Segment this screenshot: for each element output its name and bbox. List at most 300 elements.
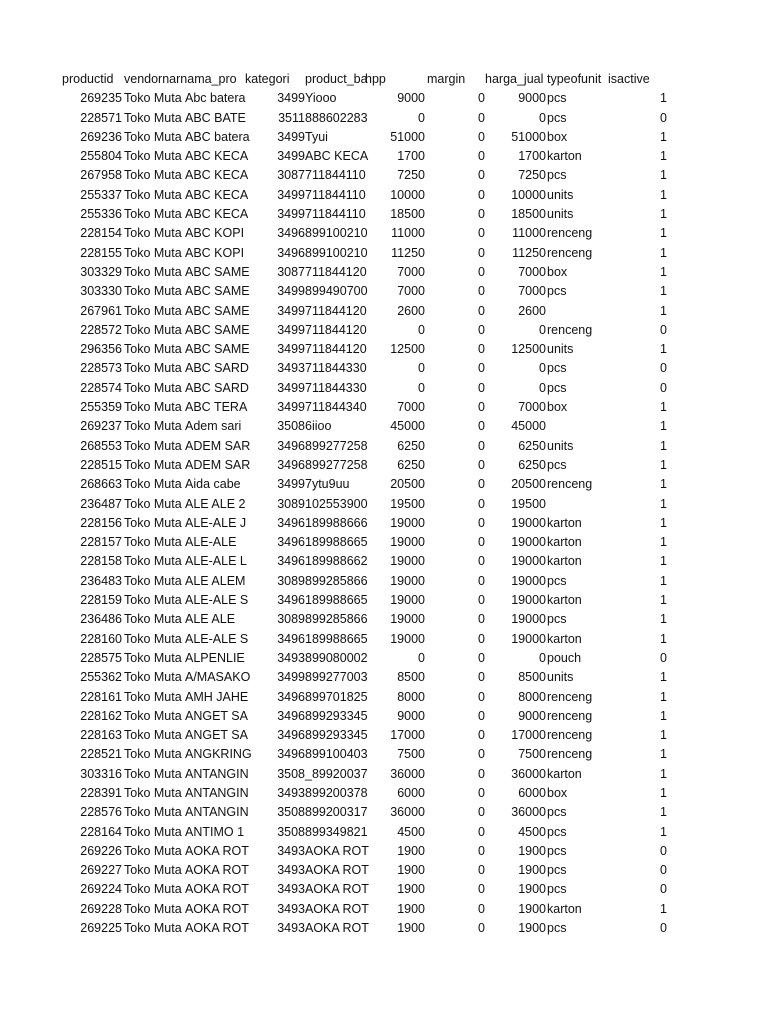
- cell-typeofunit: pcs: [547, 805, 567, 820]
- cell-typeofunit: pcs: [547, 573, 567, 588]
- cell-margin: 0: [478, 303, 485, 318]
- cell-isactive: 1: [660, 766, 667, 781]
- cell-nama-produk: ANGET SA: [185, 728, 248, 743]
- cell-harga-jual: 36000: [511, 766, 546, 781]
- cell-kategori: 3493: [277, 882, 305, 897]
- cell-hpp: 19000: [390, 554, 425, 569]
- cell-hpp: 2600: [397, 303, 425, 318]
- cell-nama-produk: ALE-ALE S: [185, 593, 249, 608]
- cell-vendorname: Toko Muta: [124, 824, 182, 839]
- cell-vendorname: Toko Muta: [124, 515, 182, 530]
- cell-vendorname: Toko Muta: [124, 554, 182, 569]
- cell-margin: 0: [478, 284, 485, 299]
- cell-kategori: 3493: [277, 361, 305, 376]
- cell-isactive: 1: [660, 901, 667, 916]
- cell-product-barcode: 189988665: [305, 593, 368, 608]
- cell-typeofunit: pcs: [547, 91, 567, 106]
- cell-typeofunit: units: [547, 187, 574, 202]
- cell-harga-jual: 6250: [518, 457, 546, 472]
- cell-nama-produk: ALE ALE: [185, 612, 236, 627]
- cell-nama-produk: AOKA ROT: [185, 901, 249, 916]
- cell-nama-produk: ABC SAME: [185, 322, 250, 337]
- cell-isactive: 1: [660, 187, 667, 202]
- cell-kategori: 3499: [277, 380, 305, 395]
- cell-isactive: 1: [660, 747, 667, 762]
- cell-margin: 0: [478, 882, 485, 897]
- header-hpp: hpp: [365, 72, 386, 86]
- cell-product-barcode: 189988665: [305, 535, 368, 550]
- cell-margin: 0: [478, 322, 485, 337]
- cell-kategori: 3087: [277, 264, 305, 279]
- cell-product-barcode: AOKA ROT: [305, 901, 369, 916]
- cell-productid: 236487: [80, 496, 122, 511]
- cell-product-barcode: Yiooo: [305, 91, 337, 106]
- cell-product-barcode: 899701825: [305, 689, 368, 704]
- table-row: [0, 784, 768, 803]
- cell-typeofunit: pcs: [547, 863, 567, 878]
- cell-margin: 0: [478, 766, 485, 781]
- cell-kategori: 3496: [277, 593, 305, 608]
- cell-harga-jual: 1900: [518, 863, 546, 878]
- table-row: [0, 263, 768, 282]
- cell-typeofunit: pcs: [547, 110, 567, 125]
- cell-margin: 0: [478, 670, 485, 685]
- cell-kategori: 3493: [277, 650, 305, 665]
- cell-harga-jual: 1900: [518, 901, 546, 916]
- cell-vendorname: Toko Muta: [124, 342, 182, 357]
- table-row: [0, 128, 768, 147]
- cell-productid: 267958: [80, 168, 122, 183]
- cell-product-barcode: 6iioo: [305, 419, 332, 434]
- cell-margin: 0: [478, 554, 485, 569]
- cell-typeofunit: karton: [547, 766, 582, 781]
- cell-margin: 0: [478, 708, 485, 723]
- table-row: [0, 321, 768, 340]
- cell-hpp: 1900: [397, 921, 425, 936]
- cell-hpp: 36000: [390, 766, 425, 781]
- cell-hpp: 51000: [390, 129, 425, 144]
- cell-product-barcode: 899293345: [305, 728, 368, 743]
- cell-hpp: 19000: [390, 573, 425, 588]
- cell-vendorname: Toko Muta: [124, 438, 182, 453]
- cell-nama-produk: ALE-ALE L: [185, 554, 247, 569]
- cell-hpp: 45000: [390, 419, 425, 434]
- cell-typeofunit: units: [547, 670, 574, 685]
- cell-margin: 0: [478, 168, 485, 183]
- cell-productid: 228164: [80, 824, 122, 839]
- cell-typeofunit: karton: [547, 554, 582, 569]
- cell-isactive: 1: [660, 303, 667, 318]
- cell-isactive: 1: [660, 342, 667, 357]
- cell-product-barcode: 899200378: [305, 785, 368, 800]
- cell-isactive: 1: [660, 207, 667, 222]
- cell-isactive: 0: [660, 110, 667, 125]
- cell-kategori: 3493: [277, 785, 305, 800]
- cell-nama-produk: ADEM SAR: [185, 457, 251, 472]
- cell-kategori: 3508: [277, 419, 305, 434]
- cell-kategori: 3089: [277, 612, 305, 627]
- table-row: [0, 456, 768, 475]
- cell-vendorname: Toko Muta: [124, 226, 182, 241]
- cell-productid: 228575: [80, 650, 122, 665]
- cell-product-barcode: 899293345: [305, 708, 368, 723]
- cell-productid: 268663: [80, 477, 122, 492]
- cell-productid: 228572: [80, 322, 122, 337]
- cell-vendorname: Toko Muta: [124, 322, 182, 337]
- cell-isactive: 0: [660, 921, 667, 936]
- cell-hpp: 17000: [390, 728, 425, 743]
- table-row: [0, 533, 768, 552]
- cell-product-barcode: 711844120: [305, 322, 367, 337]
- cell-typeofunit: renceng: [547, 708, 593, 723]
- cell-productid: 269224: [80, 882, 122, 897]
- cell-isactive: 1: [660, 535, 667, 550]
- cell-product-barcode: 711844120: [305, 264, 367, 279]
- cell-typeofunit: pcs: [547, 457, 567, 472]
- cell-isactive: 1: [660, 419, 667, 434]
- cell-harga-jual: 7000: [518, 284, 546, 299]
- header-typeofunit: typeofunit: [547, 72, 602, 86]
- table-row: [0, 861, 768, 880]
- cell-isactive: 1: [660, 689, 667, 704]
- cell-margin: 0: [478, 438, 485, 453]
- cell-product-barcode: Tyui: [305, 129, 328, 144]
- cell-margin: 0: [478, 419, 485, 434]
- cell-nama-produk: A/MASAKO: [185, 670, 251, 685]
- cell-harga-jual: 1900: [518, 921, 546, 936]
- cell-kategori: 3089: [277, 573, 305, 588]
- cell-nama-produk: ALE ALEM: [185, 573, 246, 588]
- table-row: [0, 842, 768, 861]
- cell-harga-jual: 11000: [512, 226, 546, 241]
- cell-harga-jual: 19500: [511, 496, 546, 511]
- cell-vendorname: Toko Muta: [124, 149, 182, 164]
- cell-nama-produk: ABC SAME: [185, 264, 250, 279]
- cell-isactive: 1: [660, 593, 667, 608]
- cell-nama-produk: ABC SAME: [185, 303, 250, 318]
- cell-kategori: 3493: [277, 843, 305, 858]
- cell-productid: 255336: [80, 207, 122, 222]
- cell-typeofunit: pcs: [547, 843, 567, 858]
- cell-nama-produk: ANTANGIN: [185, 805, 249, 820]
- cell-productid: 228156: [80, 515, 122, 530]
- cell-product-barcode: 711844120: [305, 303, 367, 318]
- table-row: [0, 224, 768, 243]
- cell-typeofunit: pcs: [547, 380, 567, 395]
- cell-isactive: 1: [660, 496, 667, 511]
- cell-kategori: 3087: [277, 168, 305, 183]
- cell-nama-produk: ANTANGIN: [185, 766, 249, 781]
- cell-isactive: 1: [660, 785, 667, 800]
- cell-productid: 303330: [80, 284, 122, 299]
- cell-harga-jual: 19000: [511, 612, 546, 627]
- cell-vendorname: Toko Muta: [124, 689, 182, 704]
- table-row: [0, 668, 768, 687]
- cell-margin: 0: [478, 457, 485, 472]
- cell-typeofunit: renceng: [547, 322, 593, 337]
- cell-vendorname: Toko Muta: [124, 882, 182, 897]
- cell-nama-produk: ANTANGIN: [185, 785, 249, 800]
- cell-vendorname: Toko Muta: [124, 187, 182, 202]
- cell-harga-jual: 19000: [511, 554, 546, 569]
- cell-isactive: 0: [660, 361, 667, 376]
- cell-typeofunit: karton: [547, 593, 582, 608]
- cell-hpp: 19000: [390, 593, 425, 608]
- cell-product-barcode: 899080002: [305, 650, 368, 665]
- cell-hpp: 1900: [397, 843, 425, 858]
- cell-nama-produk: ABC KECA: [185, 149, 249, 164]
- cell-isactive: 1: [660, 708, 667, 723]
- table-row: [0, 610, 768, 629]
- cell-hpp: 8500: [397, 670, 425, 685]
- cell-nama-produk: ANGKRING: [185, 747, 252, 762]
- cell-harga-jual: 17000: [511, 728, 546, 743]
- cell-typeofunit: karton: [547, 149, 582, 164]
- cell-hpp: 11000: [391, 226, 425, 241]
- cell-margin: 0: [478, 129, 485, 144]
- cell-kategori: 3496: [277, 515, 305, 530]
- cell-typeofunit: karton: [547, 631, 582, 646]
- cell-productid: 228163: [80, 728, 122, 743]
- cell-product-barcode: AOKA ROT: [305, 882, 369, 897]
- table-row: [0, 552, 768, 571]
- cell-margin: 0: [478, 689, 485, 704]
- header-margin: margin: [427, 72, 466, 86]
- cell-product-barcode: 899100210: [305, 226, 368, 241]
- cell-isactive: 1: [660, 805, 667, 820]
- cell-productid: 267961: [80, 303, 122, 318]
- table-row: [0, 282, 768, 301]
- cell-nama-produk: AOKA ROT: [185, 882, 249, 897]
- cell-isactive: 0: [660, 650, 667, 665]
- cell-typeofunit: renceng: [547, 245, 593, 260]
- cell-product-barcode: 899100210: [305, 245, 368, 260]
- cell-harga-jual: 51000: [511, 129, 546, 144]
- cell-kategori: 3496: [277, 535, 305, 550]
- cell-product-barcode: 189988665: [305, 631, 368, 646]
- table-row: [0, 880, 768, 899]
- cell-vendorname: Toko Muta: [124, 785, 182, 800]
- cell-margin: 0: [478, 245, 485, 260]
- cell-typeofunit: renceng: [547, 477, 593, 492]
- cell-product-barcode: 102553900: [305, 496, 368, 511]
- cell-hpp: 36000: [390, 805, 425, 820]
- cell-product-barcode: ABC KECA: [305, 149, 369, 164]
- cell-hpp: 19000: [390, 612, 425, 627]
- cell-kategori: 3499: [277, 303, 305, 318]
- cell-isactive: 1: [660, 284, 667, 299]
- cell-margin: 0: [478, 921, 485, 936]
- header-isactive: isactive: [608, 72, 650, 86]
- cell-productid: 255359: [80, 400, 122, 415]
- cell-product-barcode: 711844110: [305, 168, 366, 183]
- cell-kategori: 3499: [277, 477, 305, 492]
- cell-kategori: 3089: [277, 496, 305, 511]
- table-row: [0, 437, 768, 456]
- cell-margin: 0: [478, 226, 485, 241]
- cell-isactive: 0: [660, 843, 667, 858]
- cell-vendorname: Toko Muta: [124, 496, 182, 511]
- header-productid: productid: [62, 72, 114, 86]
- cell-kategori: 3499: [277, 207, 305, 222]
- cell-harga-jual: 10000: [511, 187, 546, 202]
- table-row: [0, 919, 768, 938]
- cell-product-barcode: 888602283: [305, 110, 368, 125]
- cell-product-barcode: 899277258: [305, 438, 368, 453]
- cell-nama-produk: ABC BATE: [185, 110, 246, 125]
- table-row: [0, 89, 768, 108]
- cell-harga-jual: 1900: [518, 843, 546, 858]
- cell-nama-produk: ALPENLIE: [185, 650, 245, 665]
- cell-hpp: 7000: [397, 400, 425, 415]
- cell-hpp: 19000: [390, 515, 425, 530]
- cell-harga-jual: 11250: [512, 245, 546, 260]
- cell-margin: 0: [478, 573, 485, 588]
- cell-productid: 228576: [80, 805, 122, 820]
- cell-productid: 269236: [80, 129, 122, 144]
- cell-productid: 303316: [80, 766, 122, 781]
- cell-productid: 303329: [80, 264, 122, 279]
- table-row: [0, 109, 768, 128]
- cell-harga-jual: 0: [539, 650, 546, 665]
- cell-kategori: 3508: [277, 805, 305, 820]
- cell-harga-jual: 20500: [511, 477, 546, 492]
- table-row: [0, 688, 768, 707]
- cell-harga-jual: 1900: [518, 882, 546, 897]
- cell-product-barcode: 711844120: [305, 342, 367, 357]
- cell-kategori: 3493: [277, 921, 305, 936]
- table-row: [0, 166, 768, 185]
- header-product-barcode: product_ba: [305, 72, 368, 86]
- cell-nama-produk: ABC KECA: [185, 168, 249, 183]
- cell-kategori: 3499: [277, 400, 305, 415]
- cell-vendorname: Toko Muta: [124, 708, 182, 723]
- cell-kategori: 3499: [277, 91, 305, 106]
- cell-hpp: 0: [418, 110, 425, 125]
- cell-isactive: 1: [660, 477, 667, 492]
- cell-margin: 0: [478, 477, 485, 492]
- cell-margin: 0: [478, 612, 485, 627]
- cell-vendorname: Toko Muta: [124, 380, 182, 395]
- cell-typeofunit: pcs: [547, 284, 567, 299]
- cell-typeofunit: box: [547, 264, 568, 279]
- cell-typeofunit: karton: [547, 515, 582, 530]
- table-row: [0, 514, 768, 533]
- cell-typeofunit: pcs: [547, 361, 567, 376]
- cell-nama-produk: ALE-ALE J: [185, 515, 247, 530]
- cell-product-barcode: 711844330: [305, 361, 367, 376]
- cell-vendorname: Toko Muta: [124, 921, 182, 936]
- cell-margin: 0: [478, 631, 485, 646]
- cell-vendorname: Toko Muta: [124, 91, 182, 106]
- cell-product-barcode: 711844340: [305, 400, 367, 415]
- cell-isactive: 1: [660, 91, 667, 106]
- cell-kategori: 3496: [277, 747, 305, 762]
- cell-harga-jual: 0: [539, 361, 546, 376]
- cell-harga-jual: 19000: [511, 573, 546, 588]
- table-row: [0, 340, 768, 359]
- cell-typeofunit: renceng: [547, 747, 593, 762]
- cell-typeofunit: renceng: [547, 226, 593, 241]
- table-row: [0, 745, 768, 764]
- cell-typeofunit: box: [547, 400, 568, 415]
- cell-typeofunit: pcs: [547, 882, 567, 897]
- cell-kategori: 3496: [277, 728, 305, 743]
- cell-productid: 228521: [80, 747, 122, 762]
- cell-isactive: 0: [660, 863, 667, 878]
- cell-kategori: 3508: [277, 766, 305, 781]
- header-harga-jual: harga_jual: [485, 72, 544, 86]
- cell-hpp: 0: [418, 380, 425, 395]
- cell-margin: 0: [478, 901, 485, 916]
- cell-typeofunit: renceng: [547, 728, 593, 743]
- cell-vendorname: Toko Muta: [124, 728, 182, 743]
- cell-vendorname: Toko Muta: [124, 110, 182, 125]
- cell-harga-jual: 1700: [518, 149, 546, 164]
- cell-nama-produk: ADEM SAR: [185, 438, 251, 453]
- cell-productid: 255362: [80, 670, 122, 685]
- cell-kategori: 3496: [277, 226, 305, 241]
- cell-harga-jual: 0: [539, 110, 546, 125]
- cell-kategori: 3496: [277, 245, 305, 260]
- cell-productid: 296356: [80, 342, 122, 357]
- cell-harga-jual: 45000: [511, 419, 546, 434]
- cell-isactive: 1: [660, 226, 667, 241]
- cell-productid: 228159: [80, 593, 122, 608]
- cell-hpp: 1900: [397, 901, 425, 916]
- cell-productid: 269235: [80, 91, 122, 106]
- table-row: [0, 649, 768, 668]
- cell-product-barcode: 189988662: [305, 554, 368, 569]
- table-row: [0, 147, 768, 166]
- cell-margin: 0: [478, 728, 485, 743]
- cell-product-barcode: 899285866: [305, 612, 368, 627]
- cell-kategori: 3499: [277, 284, 305, 299]
- cell-typeofunit: renceng: [547, 689, 593, 704]
- cell-nama-produk: ABC SAME: [185, 342, 250, 357]
- table-row: [0, 630, 768, 649]
- cell-nama-produk: AOKA ROT: [185, 863, 249, 878]
- cell-kategori: 3499: [277, 670, 305, 685]
- cell-margin: 0: [478, 342, 485, 357]
- cell-harga-jual: 0: [539, 322, 546, 337]
- cell-productid: 228574: [80, 380, 122, 395]
- cell-nama-produk: ALE-ALE: [185, 535, 237, 550]
- cell-hpp: 8000: [397, 689, 425, 704]
- cell-harga-jual: 7000: [518, 400, 546, 415]
- cell-productid: 228160: [80, 631, 122, 646]
- cell-nama-produk: ANGET SA: [185, 708, 248, 723]
- cell-vendorname: Toko Muta: [124, 284, 182, 299]
- cell-vendorname: Toko Muta: [124, 207, 182, 222]
- cell-hpp: 0: [418, 322, 425, 337]
- cell-harga-jual: 7000: [518, 264, 546, 279]
- cell-vendorname: Toko Muta: [124, 303, 182, 318]
- cell-nama-produk: AMH JAHE: [185, 689, 249, 704]
- cell-hpp: 11250: [391, 245, 425, 260]
- cell-hpp: 0: [418, 361, 425, 376]
- cell-vendorname: Toko Muta: [124, 766, 182, 781]
- cell-productid: 228161: [80, 689, 122, 704]
- table-row: [0, 359, 768, 378]
- table-row: [0, 803, 768, 822]
- cell-product-barcode: 899200317: [305, 805, 368, 820]
- cell-margin: 0: [478, 805, 485, 820]
- cell-productid: 269226: [80, 843, 122, 858]
- cell-margin: 0: [478, 843, 485, 858]
- cell-typeofunit: units: [547, 207, 574, 222]
- cell-typeofunit: pouch: [547, 650, 582, 665]
